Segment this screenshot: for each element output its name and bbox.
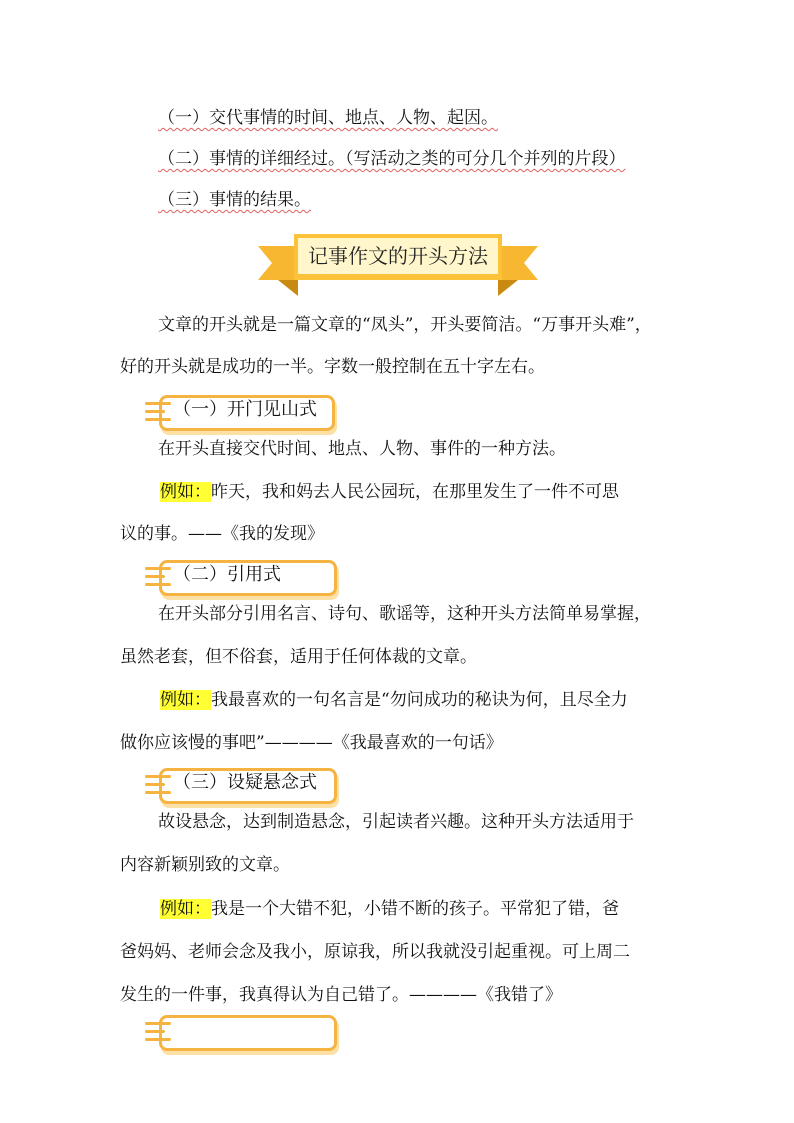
example-label: 例如： [160,690,211,710]
outline-item-2: （二）事情的详细经过。（写活动之类的可分几个并列的片段） [158,149,626,169]
section-tag-3 [145,765,345,807]
tag-box [159,1015,337,1051]
intro-line-2: 好的开头就是成功的一半。字数一般控制在五十字左右。 [120,357,545,377]
outline-item-1: （一）交代事情的时间、地点、人物、起因。 [158,108,498,128]
section-heading-2: （二）引用式 [173,564,281,585]
section-3-example: 例如：我是一个大错不犯，小错不断的孩子。平常犯了错，爸 [160,899,619,919]
section-3-desc-2: 内容新颖别致的文章。 [120,855,290,875]
title-banner [258,228,538,298]
section-2-desc-1: 在开头部分引用名言、诗句、歌谣等，这种开头方法简单易掌握， [158,604,651,624]
tag-lines-icon [145,1022,171,1042]
section-tag-4 [145,1012,345,1054]
outline-item-3: （三）事情的结果。 [158,190,311,210]
example-label: 例如： [160,899,211,919]
section-2-desc-2: 虽然老套，但不俗套，适用于任何体裁的文章。 [120,647,477,667]
banner-title: 记事作文的开头方法 [308,244,488,268]
section-heading-1: （一）开门见山式 [173,399,317,420]
tag-lines-icon [145,775,171,795]
section-3-example-cont-2: 发生的一件事，我真得认为自己错了。————《我错了》 [120,985,562,1005]
section-heading-3: （三）设疑悬念式 [173,772,317,793]
section-3-desc-1: 故设悬念，达到制造悬念，引起读者兴趣。这种开头方法适用于 [158,812,634,832]
section-3-example-cont-1: 爸妈妈、老师会念及我小，原谅我，所以我就没引起重视。可上周二 [120,942,630,962]
section-1-desc: 在开头直接交代时间、地点、人物、事件的一种方法。 [158,439,566,459]
tag-lines-icon [145,402,171,422]
section-2-example: 例如：我最喜欢的一句名言是“勿问成功的秘诀为何，且尽全力 [160,690,628,710]
tag-lines-icon [145,567,171,587]
section-2-example-cont: 做你应该慢的事吧”————《我最喜欢的一句话》 [120,733,503,753]
example-label: 例如： [160,482,211,502]
intro-line-1: 文章的开头就是一篇文章的“凤头”，开头要简洁。“万事开头难”， [158,315,652,335]
section-tag-2 [145,557,345,599]
section-1-example: 例如：昨天，我和妈去人民公园玩，在那里发生了一件不可思 [160,482,619,502]
section-1-example-cont: 议的事。——《我的发现》 [120,524,324,544]
section-tag-1 [145,392,345,434]
